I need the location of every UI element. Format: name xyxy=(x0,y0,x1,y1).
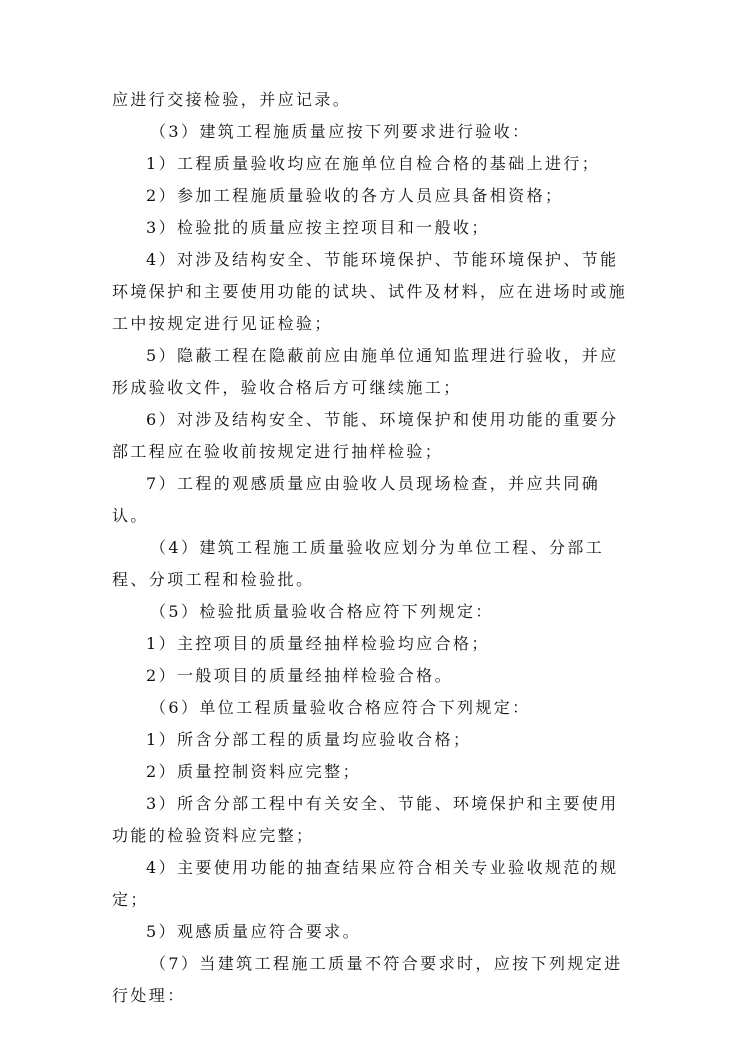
paragraph-item-5-2: 2）一般项目的质量经抽样检验合格。 xyxy=(146,666,453,685)
body-text xyxy=(112,84,636,1012)
paragraph-item-4: （4）建筑工程施工质量验收应划分为单位工程、分部工程、分项工程和检验批。 xyxy=(112,538,605,589)
paragraph-item-5-1: 1）主控项目的质量经抽样检验均应合格； xyxy=(146,634,490,653)
paragraph-item-6-5: 5）观感质量应符合要求。 xyxy=(146,922,361,941)
paragraph-item-3-3: 3）检验批的质量应按主控项目和一般收； xyxy=(146,218,490,237)
paragraph-item-6-2: 2）质量控制资料应完整； xyxy=(146,762,361,781)
paragraph-item-3-4: 4）对涉及结构安全、节能环境保护、节能环境保护、节能环境保护和主要使用功能的试块、试件及材料，应在进场时或施工中按规定进行见证检验； xyxy=(112,250,628,333)
paragraph-item-3-heading: （3）建筑工程施质量应按下列要求进行验收： xyxy=(150,122,531,141)
paragraph-item-3-2: 2）参加工程施质量验收的各方人员应具备相资格； xyxy=(146,186,564,205)
paragraph-item-6-3: 3）所含分部工程中有关安全、节能、环境保护和主要使用功能的检验资料应完整； xyxy=(112,794,619,845)
paragraph-item-7: （7）当建筑工程施工质量不符合要求时，应按下列规定进行处理： xyxy=(112,954,623,1005)
paragraph-item-3-7: 7）工程的观感质量应由验收人员现场检查，并应共同确认。 xyxy=(112,474,601,525)
paragraph-item-3-1: 1）工程质量验收均应在施单位自检合格的基础上进行； xyxy=(146,154,601,173)
paragraph-item-3-6: 6）对涉及结构安全、节能、环境保护和使用功能的重要分部工程应在验收前按规定进行抽样检验； xyxy=(112,410,619,461)
paragraph-item-3-5: 5）隐蔽工程在隐蔽前应由施单位通知监理进行验收，并应形成验收文件，验收合格后方可继续施工； xyxy=(112,346,619,397)
paragraph-continuation: 应进行交接检验，并应记录。 xyxy=(112,90,352,109)
paragraph-item-5-heading: （5）检验批质量验收合格应符下列规定： xyxy=(150,602,494,621)
paragraph-item-6-1: 1）所含分部工程的质量均应验收合格； xyxy=(146,730,472,749)
paragraph-item-6-4: 4）主要使用功能的抽查结果应符合相关专业验收规范的规定； xyxy=(112,858,619,909)
paragraph-item-6-heading: （6）单位工程质量验收合格应符合下列规定： xyxy=(150,698,531,717)
